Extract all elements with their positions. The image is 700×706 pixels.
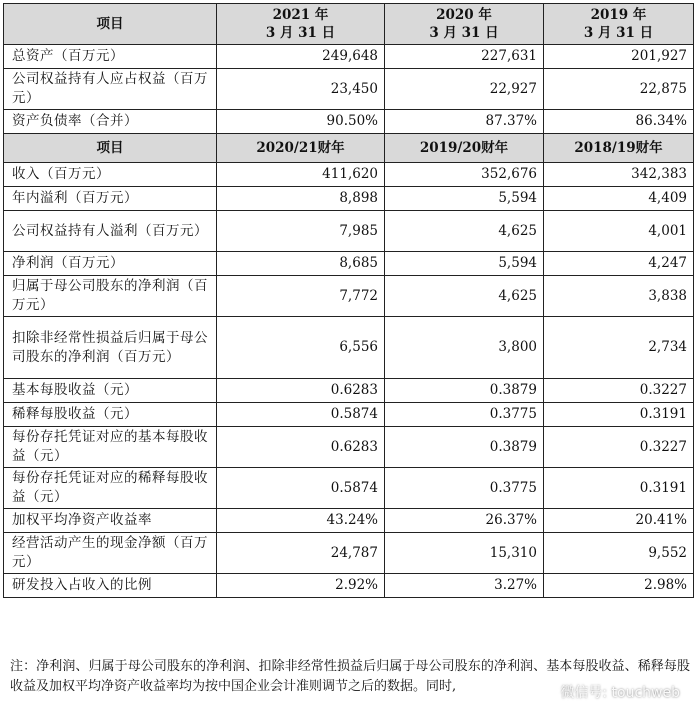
header-fy2018-19: 2018/19财年: [544, 134, 694, 163]
row-value: 5,594: [385, 252, 544, 276]
row-value: 4,001: [544, 211, 694, 252]
row-value: 23,450: [217, 69, 385, 110]
row-value: 8,685: [217, 252, 385, 276]
row-value: 5,594: [385, 187, 544, 211]
header-2021: 2021 年 3 月 31 日: [217, 4, 385, 45]
row-label: 经营活动产生的现金净额（百万元）: [4, 533, 217, 574]
table-row: [4, 509, 694, 533]
row-value: 3.27%: [385, 574, 544, 598]
row-value: 0.5874: [217, 403, 385, 427]
table-row: [4, 163, 694, 187]
row-value: 24,787: [217, 533, 385, 574]
watermark: 微信号: touchweb: [560, 685, 680, 701]
row-value: 201,927: [544, 45, 694, 69]
header-2020: 2020 年 3 月 31 日: [385, 4, 544, 45]
row-value: 4,409: [544, 187, 694, 211]
table-row: [4, 379, 694, 403]
row-value: 7,772: [217, 276, 385, 317]
row-value: 0.3879: [385, 379, 544, 403]
row-label: 基本每股收益（元）: [4, 379, 217, 403]
row-value: 0.3879: [385, 427, 544, 468]
table-row: [4, 468, 694, 509]
balance-header-row: [4, 4, 694, 45]
table-row: [4, 211, 694, 252]
row-label: 研发投入占收入的比例: [4, 574, 217, 598]
row-value: 90.50%: [217, 110, 385, 134]
row-value: 2,734: [544, 317, 694, 379]
row-value: 2.98%: [544, 574, 694, 598]
row-value: 3,838: [544, 276, 694, 317]
row-value: 43.24%: [217, 509, 385, 533]
row-value: 0.6283: [217, 379, 385, 403]
row-value: 249,648: [217, 45, 385, 69]
row-value: 352,676: [385, 163, 544, 187]
table-row: [4, 45, 694, 69]
row-label: 稀释每股收益（元）: [4, 403, 217, 427]
table-row: [4, 110, 694, 134]
row-value: 0.3191: [544, 468, 694, 509]
row-value: 2.92%: [217, 574, 385, 598]
header-fy2020-21: 2020/21财年: [217, 134, 385, 163]
row-value: 7,985: [217, 211, 385, 252]
row-value: 4,247: [544, 252, 694, 276]
table-row: [4, 533, 694, 574]
row-value: 22,927: [385, 69, 544, 110]
table-row: [4, 427, 694, 468]
table-row: [4, 69, 694, 110]
row-value: 4,625: [385, 276, 544, 317]
row-label: 总资产（百万元）: [4, 45, 217, 69]
row-value: 6,556: [217, 317, 385, 379]
row-value: 0.3227: [544, 427, 694, 468]
table-row: [4, 187, 694, 211]
row-label: 年内溢利（百万元）: [4, 187, 217, 211]
row-value: 8,898: [217, 187, 385, 211]
row-value: 342,383: [544, 163, 694, 187]
row-value: 0.6283: [217, 427, 385, 468]
row-value: 0.3775: [385, 468, 544, 509]
row-label: 每份存托凭证对应的稀释每股收益（元）: [4, 468, 217, 509]
row-value: 22,875: [544, 69, 694, 110]
row-label: 每份存托凭证对应的基本每股收益（元）: [4, 427, 217, 468]
row-label: 资产负债率（合并）: [4, 110, 217, 134]
income-header-row: [4, 134, 694, 163]
row-value: 0.3227: [544, 379, 694, 403]
header-2019: 2019 年 3 月 31 日: [544, 4, 694, 45]
row-label: 公司权益持有人应占权益（百万元）: [4, 69, 217, 110]
row-label: 加权平均净资产收益率: [4, 509, 217, 533]
row-label: 公司权益持有人溢利（百万元）: [4, 211, 217, 252]
row-value: 15,310: [385, 533, 544, 574]
row-value: 227,631: [385, 45, 544, 69]
row-label: 扣除非经常性损益后归属于母公司股东的净利润（百万元）: [4, 317, 217, 379]
table-row: [4, 276, 694, 317]
header-item: 项目: [4, 134, 217, 163]
financial-summary-table: [3, 3, 694, 598]
row-value: 0.3191: [544, 403, 694, 427]
row-value: 0.3775: [385, 403, 544, 427]
row-value: 3,800: [385, 317, 544, 379]
row-value: 0.5874: [217, 468, 385, 509]
table-row: [4, 317, 694, 379]
row-value: 86.34%: [544, 110, 694, 134]
row-value: 4,625: [385, 211, 544, 252]
row-label: 归属于母公司股东的净利润（百万元）: [4, 276, 217, 317]
header-fy2019-20: 2019/20财年: [385, 134, 544, 163]
table-row: [4, 252, 694, 276]
row-label: 收入（百万元）: [4, 163, 217, 187]
row-value: 26.37%: [385, 509, 544, 533]
table-row: [4, 574, 694, 598]
footnote: 注：净利润、归属于母公司股东的净利润、扣除非经常性损益后归属于母公司股东的净利润、基本每股收益、稀释每股收益及加权平均净资产收益率均为按中国企业会计准则调节之后的数据。同时,: [10, 659, 690, 694]
row-label: 净利润（百万元）: [4, 252, 217, 276]
table-row: [4, 403, 694, 427]
row-value: 20.41%: [544, 509, 694, 533]
row-value: 87.37%: [385, 110, 544, 134]
row-value: 411,620: [217, 163, 385, 187]
row-value: 9,552: [544, 533, 694, 574]
header-item: 项目: [4, 4, 217, 45]
